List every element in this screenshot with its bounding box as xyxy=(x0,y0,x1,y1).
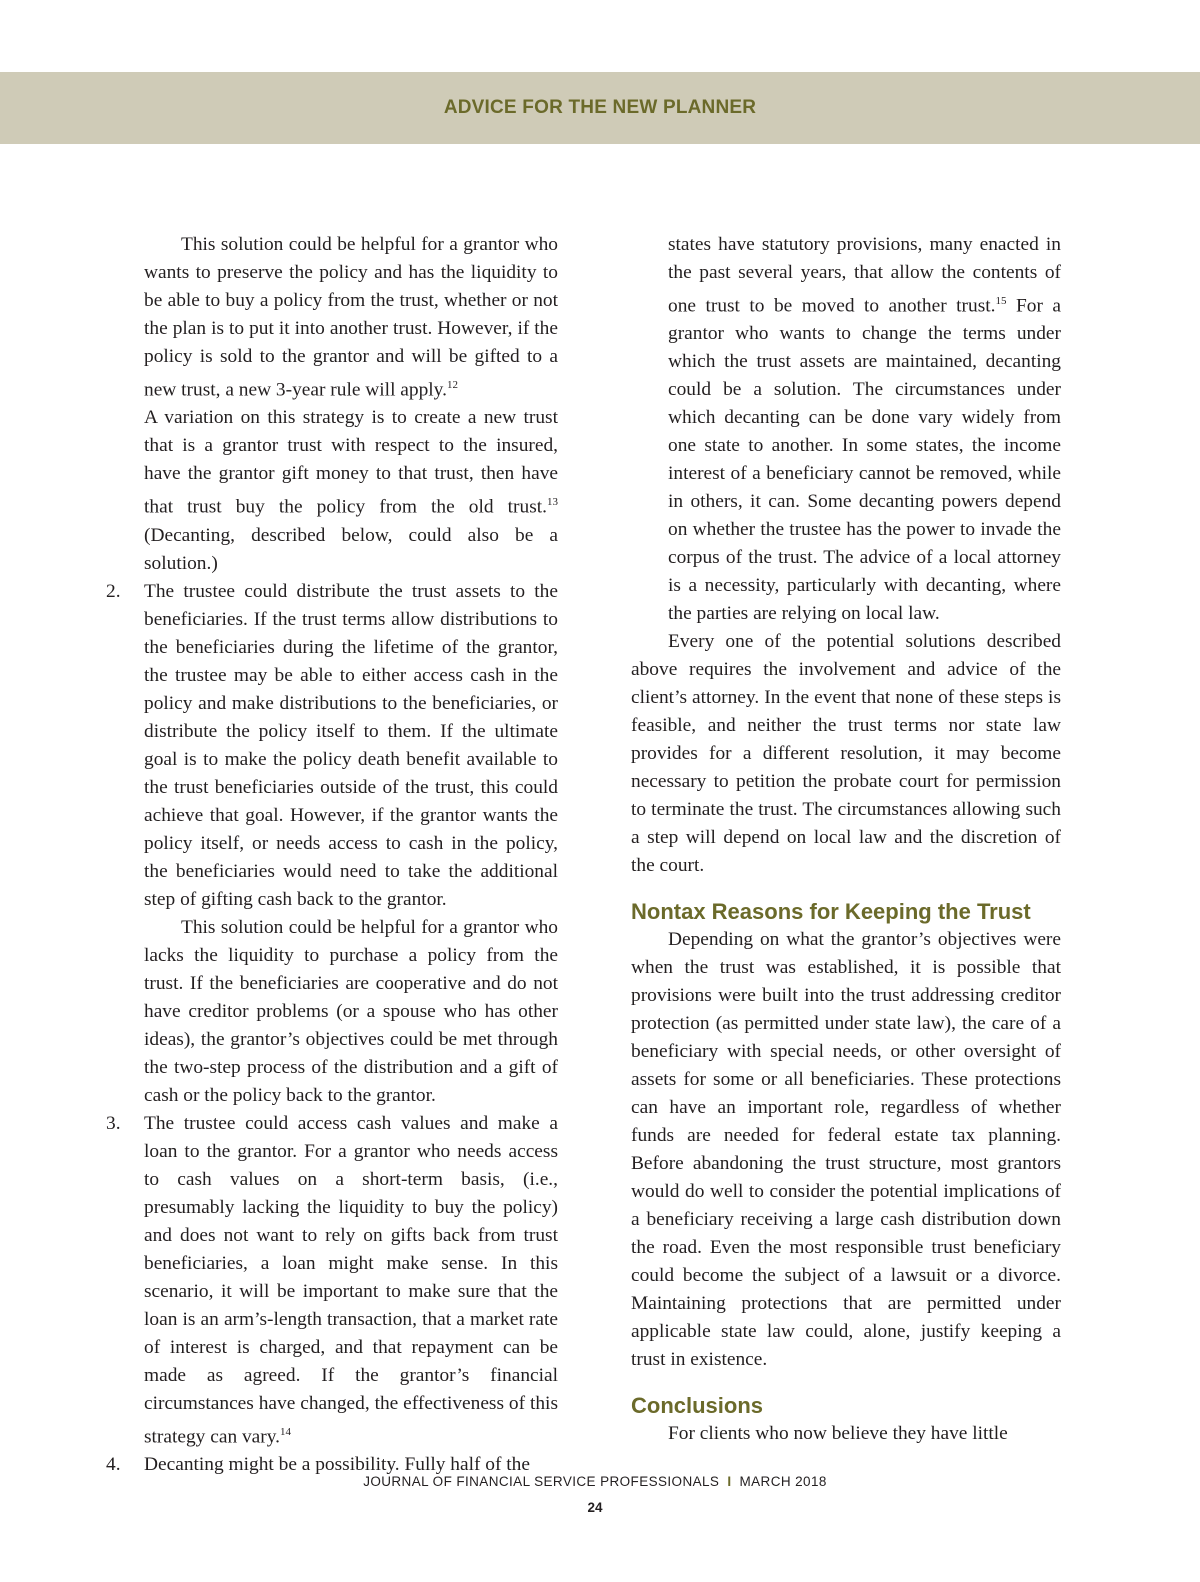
paragraph: This solution could be helpful for a grantor who wants to preserve the policy and has the liquidity to be able to buy a policy from the trust, whether or not the plan is to put it into another trust. However, if the policy is sold to the grantor and will be gifted to a new trust, a new 3-year rule will apply.$^{12}$ xyxy=(144,234,558,401)
footnote-ref: 14 xyxy=(280,1425,292,1438)
footnote-ref: 13 xyxy=(547,496,558,509)
list-number: 2. xyxy=(106,580,121,602)
paragraph: Depending on what the grantor’s objectives were when the trust was established, it is possible that provisions were built into the trust addressing creditor protection (as permitted under state law), the care of a beneficiary with special needs, or other oversight of assets for some or all beneficiaries. These protections can have an important role, regardless of whether funds are needed for federal estate tax planning. Before abandoning the trust structure, most grantors would do well to consider the potential implications of a beneficiary receiving a large cash distribution down the road. Even the most responsible trust beneficiary could become the subject of a lawsuit or a divorce. Maintaining protections that are permitted under applicable state law could, alone, justify keeping a trust in existence. xyxy=(631,929,1061,1371)
section-heading: Conclusions xyxy=(631,1393,764,1419)
footnote-ref: 15 xyxy=(995,295,1007,307)
page-footer xyxy=(0,1474,1190,1489)
list-item: 4. Decanting might be a possibility. Fully half of the xyxy=(128,1451,558,1479)
list-item: 3. The trustee could access cash values and make a loan to the grantor. For a grantor who needs access to cash values on a short-term basis, (i.e., presumably lacking the liquidity to buy the policy) and does not want to rely on gifts back from trust beneficiaries, a loan might make sense. In this scenario, it will be important to make sure that the loan is an arm’s-length transaction, that a market rate of interest is charged, and that repayment can be made as agreed. If the grantor’s financial circumstances have changed, the effectiveness of this strategy can vary.$^{14}$ xyxy=(128,1110,558,1451)
list-item: 2. The trustee could distribute the trust assets to the beneficiaries. If the trust terms allow distributions to the beneficiaries during the lifetime of the grantor, the trustee may be able to either access cash in the policy and make distributions to the beneficiaries, or distribute the policy itself to them. If the ultimate goal is to make the policy death benefit available to the trust beneficiaries outside of the trust, this could achieve that goal. However, if the grantor wants the policy itself, or needs access to cash in the policy, the beneficiaries would need to take the additional step of gifting cash back to the grantor. xyxy=(128,578,558,914)
list-number: 3. xyxy=(106,1112,121,1134)
paragraph: Every one of the potential solutions described above requires the involvement and advice of the client’s attorney. In the event that none of these steps is feasible, and neither the trust terms nor state law provides for a different resolution, it may become necessary to petition the probate court for permission to terminate the trust. The circumstances allowing such a step will depend on local law and the discretion of the court. xyxy=(631,631,1061,877)
left-column xyxy=(106,231,558,1479)
footnote-ref: 12 xyxy=(446,379,458,391)
paragraph: This solution could be helpful for a grantor who lacks the liquidity to purchase a policy from the trust. If the beneficiaries are cooperative and do not have creditor problems (or a spouse who has other ideas), the grantor’s objectives could be met through the two-step process of the distribution and a gift of cash or the policy back to the grantor. xyxy=(144,916,558,1106)
journal-title: JOURNAL OF FINANCIAL SERVICE PROFESSIONALS xyxy=(363,1474,720,1489)
section-title: ADVICE FOR THE NEW PLANNER xyxy=(443,97,757,118)
list-number: 4. xyxy=(106,1454,121,1476)
paragraph: states have statutory provisions, many enacted in the past several years, that allow the contents of one trust to be moved to another trust.$^{15}$ For a grantor who wants to change the terms under which the trust assets are maintained, decanting could be a solution. The circumstances under which decanting can be done vary widely from one state to another. In some states, the income interest of a beneficiary cannot be removed, while in others, it can. Some decanting powers depend on whether the trustee has the power to invade the corpus of the trust. The advice of a local attorney is a necessity, particularly with decanting, where the parties are relying on local law. xyxy=(668,234,1061,625)
issue-date: MARCH 2018 xyxy=(739,1474,827,1489)
paragraph: For clients who now believe they have little xyxy=(668,1423,1008,1445)
right-column xyxy=(631,231,1061,1448)
section-heading: Nontax Reasons for Keeping the Trust xyxy=(631,899,1031,925)
footer-separator: I xyxy=(727,1474,732,1489)
paragraph: A variation on this strategy is to create a new trust that is a grantor trust with respect to the insured, have the grantor gift money to that trust, then have that trust buy the policy from the old trust.$^{13}$ (Decanting, described below, could also be a solution.) xyxy=(144,407,558,574)
page-number: 24 xyxy=(587,1500,603,1515)
section-banner xyxy=(0,72,1200,144)
